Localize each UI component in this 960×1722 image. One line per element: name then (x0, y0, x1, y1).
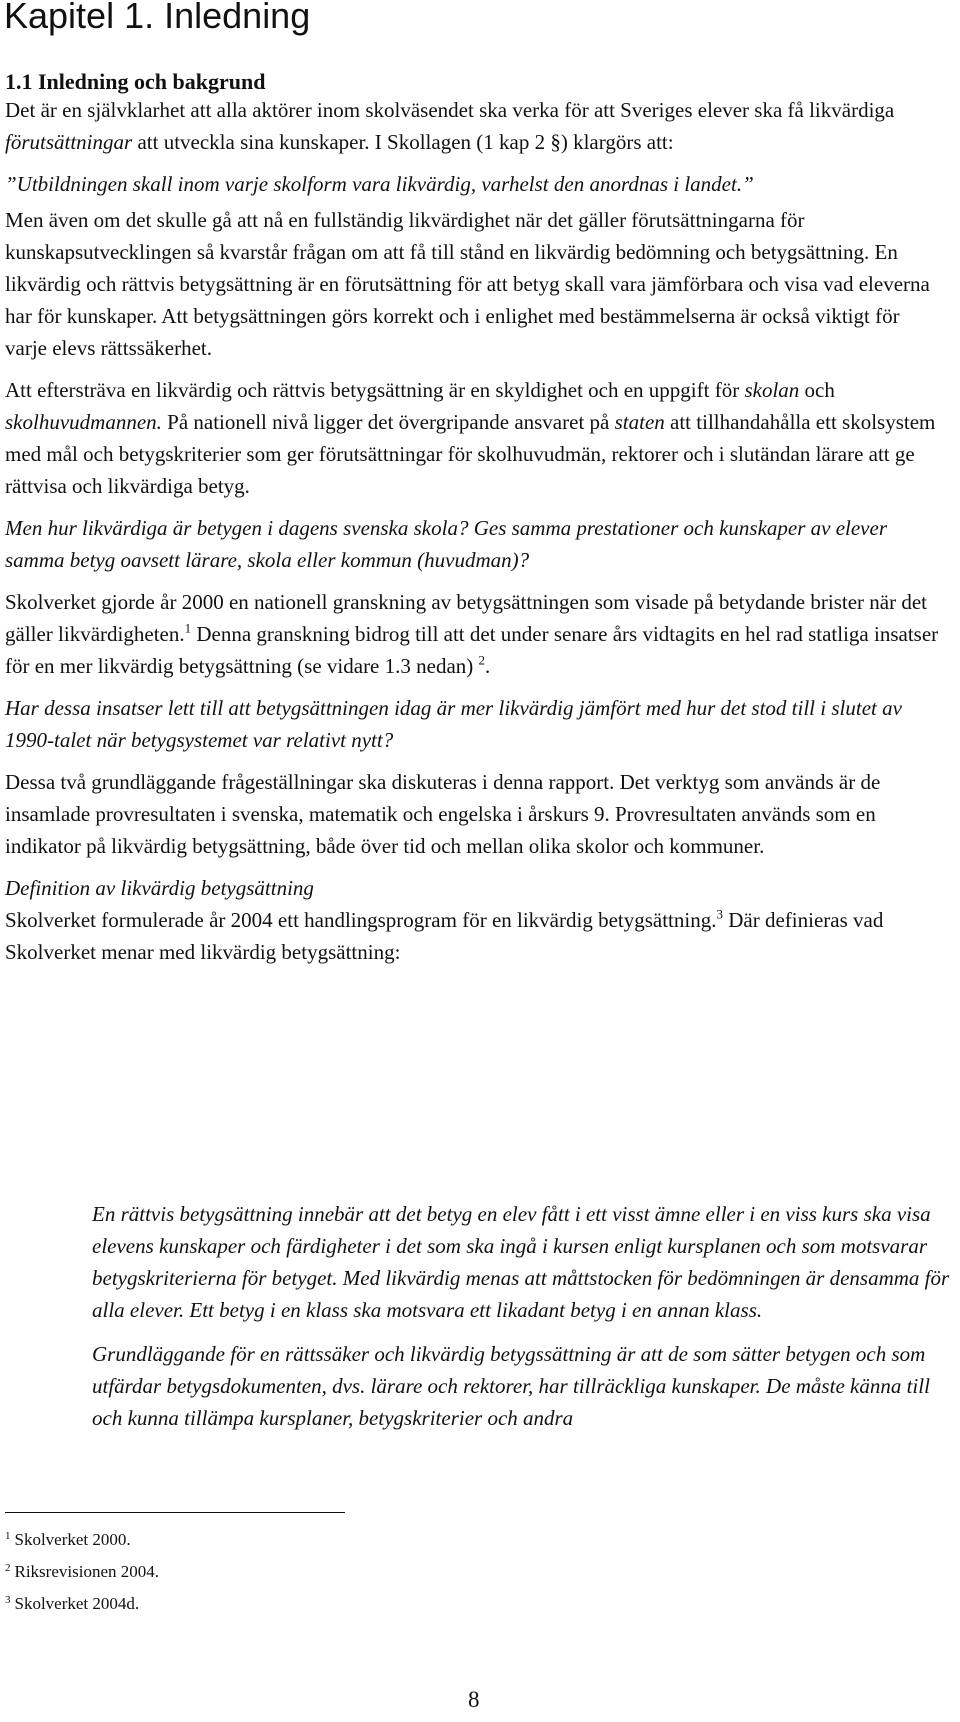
question-paragraph-1: Men hur likvärdiga är betygen i dagens svenska skola? Ges samma prestationer och kunskaper av elever samma betyg oavsett lärare, skola eller kommun (huvudman)? (5, 516, 887, 572)
footnote-ref-2[interactable]: 2 (478, 652, 486, 668)
paragraph-ansvar: Att eftersträva en likvärdig och rättvis betygsättning är en skyldighet och en uppgift för skolan och skolhuvudmannen. På nationell nivå ligger det övergripande ansvaret på staten att tillhandahålla ett skolsystem med mål och betygskriterier som ger förutsättningar för skolhuvudmän, rektorer och i slutändan lärare att ge rättvisa och likvärdiga betyg. (5, 378, 936, 498)
chapter-title: Kapitel 1. Inledning (4, 0, 311, 36)
law-quote: ”Utbildningen skall inom varje skolform vara likvärdig, varhelst den anordnas i landet.” (5, 172, 754, 196)
main-text (5, 94, 945, 978)
paragraph-handlingsprogram: Skolverket formulerade år 2004 ett handlingsprogram för en likvärdig betygsättning.$^3$ Där definieras vad Skolverket menar med likvärdig betygsättning: (5, 906, 884, 964)
intro-paragraph: Det är en självklarhet att alla aktörer inom skolväsendet ska verka för att Sveriges elever ska få likvärdiga förutsättningar att utveckla sina kunskaper. I Skollagen (1 kap 2 §) klargörs att: (5, 98, 895, 154)
section-title: 1.1 Inledning och bakgrund (5, 69, 266, 94)
footnote-ref-3[interactable]: 3 (716, 906, 723, 922)
definition-block-quote (92, 1198, 960, 1446)
block-quote-paragraph-1: En rättvis betygsättning innebär att det betyg en elev fått i ett visst ämne eller i en viss kurs ska visa elevens kunskaper och färdigheter i det som ska ingå i kursen enligt kursplanen och som motsvarar betygskriterierna för betyget. Med likvärdig menas att måttstocken för bedömningen är densamma för alla elever. Ett betyg i en klass ska motsvara ett likadant betyg i en annan klass. (92, 1202, 950, 1322)
page-number: 8 (468, 1687, 480, 1712)
footnotes (5, 1522, 159, 1618)
paragraph-likvardig-bedomning: Men även om det skulle gå att nå en fullständig likvärdighet när det gäller förutsättningarna för kunskapsutvecklingen så kvarstår frågan om att få till stånd en likvärdig bedömning och betygsättning. En likvärdig och rättvis betygsättning är en förutsättning för att betyg skall vara jämförbara och visa vad eleverna har för kunskaper. Att betygsättningen görs korrekt och i enlighet med bestämmelserna är också viktigt för varje elevs rättssäkerhet. (5, 208, 930, 360)
block-quote-paragraph-2: Grundläggande för en rättssäker och likvärdig betygssättning är att de som sätter betygen och som utfärdar betygsdokumenten, dvs. lärare och rektorer, har tillräckliga kunskaper. De måste känna till och kunna tillämpa kursplaner, betygskriterier och andra (92, 1342, 930, 1430)
footnote-divider (5, 1512, 345, 1513)
footnote-1: $^1$ Skolverket 2000. (5, 1530, 131, 1550)
question-paragraph-2: Har dessa insatser lett till att betygsättningen idag är mer likvärdig jämfört med hur det stod till i slutet av 1990-talet när betygsystemet var relativt nytt? (5, 696, 902, 752)
footnote-2: $^2$ Riksrevisionen 2004. (5, 1562, 159, 1582)
footnote-ref-1[interactable]: 1 (184, 620, 192, 636)
footnote-3: $^3$ Skolverket 2004d. (5, 1594, 140, 1614)
definition-heading: Definition av likvärdig betygsättning (5, 876, 314, 900)
paragraph-fragestallningar: Dessa två grundläggande frågeställningar ska diskuteras i denna rapport. Det verktyg som används är de insamlade provresultaten i svenska, matematik och engelska i årskurs 9. Provresultaten används som en indikator på likvärdig betygsättning, både över tid och mellan olika skolor och kommuner. (5, 770, 881, 858)
paragraph-skolverket-granskning: Skolverket gjorde år 2000 en nationell granskning av betygsättningen som visade på betydande brister när det gäller likvärdigheten.$^1$ Denna granskning bidrog till att det under senare års vidtagits en hel rad statliga insatser för en mer likvärdig betygsättning (se vidare 1.3 nedan) $^2$. (5, 590, 939, 678)
